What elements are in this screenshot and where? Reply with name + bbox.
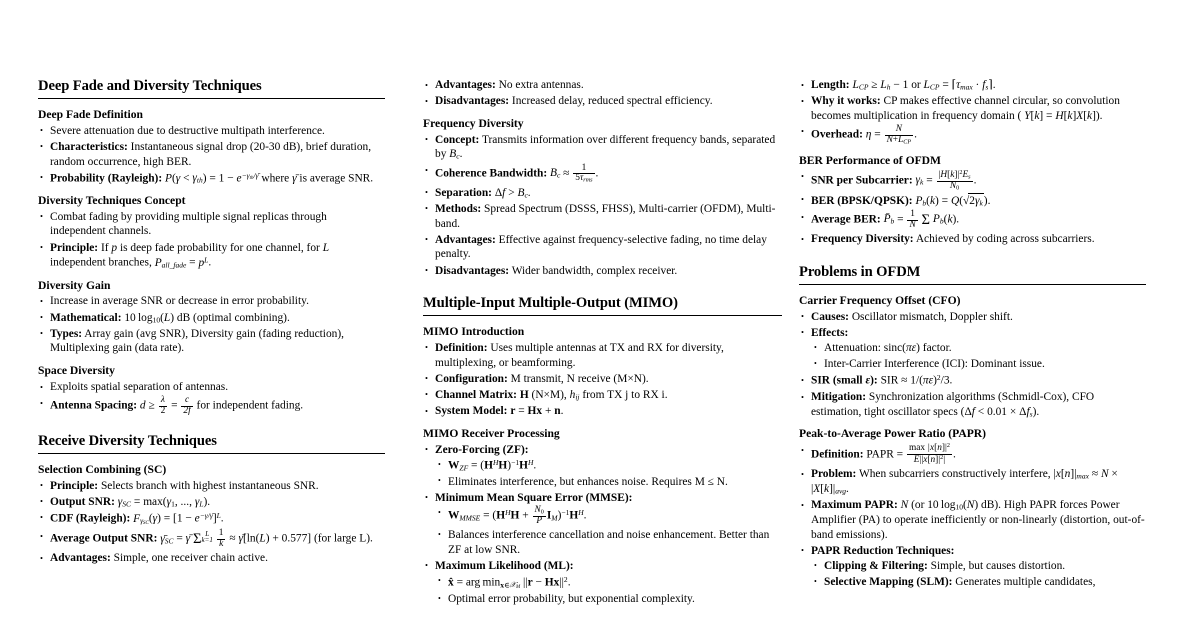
list-space-diversity xyxy=(38,380,385,417)
list-item: • Average Output SNR: $\gammā_{SC}$ = γ̄ Σ L k=1 $\frac{1}{k}$ ≈ γ̄[ln(L) + 0.577] (for large L). xyxy=(38,529,385,550)
list-selection-combining xyxy=(38,479,385,566)
sublist-zf xyxy=(435,458,782,489)
sublist-item: • x̂ = arg $\min_{x\in 𝒳_M} ||r - Hx||^2$. xyxy=(435,575,782,592)
list-cfo xyxy=(799,310,1146,420)
list-item: • Effects: • Attenuation: sinc(πε) factor. • Inter-Carrier Interference (ICI): Dominant issue. xyxy=(799,326,1146,372)
list-item: • Methods: Spread Spectrum (DSSS, FHSS), Multi-carrier (OFDM), Multi-band. xyxy=(423,202,782,231)
list-deep-fade-definition xyxy=(38,124,385,186)
list-mimo-receiver-processing xyxy=(423,443,782,607)
list-item: • Channel Matrix: H (N×M), $h_{ij}$ from TX j to RX i. xyxy=(423,388,782,403)
subheading-frequency-diversity: Frequency Diversity xyxy=(423,116,524,130)
subheading-diversity-techniques-concept: Diversity Techniques Concept xyxy=(38,193,186,207)
sublist-item: • Balances interference cancellation and noise enhancement. Better than ZF at low SNR. xyxy=(435,528,782,557)
list-frequency-diversity xyxy=(423,133,782,279)
list-item: • Why it works: CP makes effective channel circular, so convolution becomes multiplication in frequency domain ( Y[k] = H[k]X[k]). xyxy=(799,94,1146,123)
section-rule xyxy=(799,284,1146,285)
list-item: • Problem: When subcarriers constructively interfere, $|x[n]|_{max} \approx N \times |X[k]|_{avg}$. xyxy=(799,467,1146,496)
list-item: • Advantages: Effective against frequency-selective fading, no time delay penalty. xyxy=(423,233,782,262)
section-rule xyxy=(38,453,385,454)
list-item: • Mitigation: Synchronization algorithms (Schmidl-Cox), CFO estimation, tight oscillator specs $(\Delta f < 0.01 \times \Delta f_s)$. xyxy=(799,390,1146,419)
list-item: • Principle: Selects branch with highest instantaneous SNR. xyxy=(38,479,385,494)
list-item: • Maximum PAPR: N (or 10 $\log_{10}(N)$ dB). High PAPR forces Power Amplifier (PA) to operate inefficiently or non-linearly (distortion, out-of-band emissions). xyxy=(799,498,1146,542)
list-item: • Types: Array gain (avg SNR), Diversity gain (fading reduction), Multiplexing gain (data rate). xyxy=(38,327,385,356)
column-1 xyxy=(0,78,397,626)
subheading-carrier-frequency-offset: Carrier Frequency Offset (CFO) xyxy=(799,293,961,307)
list-item: • Disadvantages: Increased delay, reduced spectral efficiency. xyxy=(423,94,782,109)
list-item: • Characteristics: Instantaneous signal drop (20-30 dB), brief duration, random occurrence, high BER. xyxy=(38,140,385,169)
list-item: • Disadvantages: Wider bandwidth, complex receiver. xyxy=(423,264,782,279)
list-item: • Maximum Likelihood (ML): • x̂ = arg $\min_{x\in 𝒳_M} ||r - Hx||^2$. • Optimal error probability, but exponential complexity. xyxy=(423,559,782,607)
list-item: • Antenna Spacing: d ≥ $\frac{\lambda}{2}$ = $\frac{c}{2f}$ for independent fading. xyxy=(38,396,385,417)
sublist-item: • Selective Mapping (SLM): Generates multiple candidates, xyxy=(811,575,1146,590)
subheading-deep-fade-definition: Deep Fade Definition xyxy=(38,107,143,121)
list-item: • Frequency Diversity: Achieved by coding across subcarriers. xyxy=(799,232,1146,247)
list-item: • BER (BPSK/QPSK): $P_b(k) = Q(√2\gamma_k)$. xyxy=(799,193,1146,209)
sublist-ml xyxy=(435,575,782,607)
sublist-item: • $W_{MMSE} = (H^HH$ + $\frac{N_0}{P}$ $I_M)^{-1}H^H$. xyxy=(435,506,782,527)
list-item: • System Model: r = Hx + n. xyxy=(423,404,782,419)
list-item: • Principle: If p is deep fade probability for one channel, for L independent branches, $P_{all\_fade} = p^L$. xyxy=(38,241,385,271)
list-item: • Configuration: M transmit, N receive (M×N). xyxy=(423,372,782,387)
list-item: • Probability (Rayleigh): $P(\gamma < \gamma_{th}) = 1 - e^{-\gamma_{th}/\gammā}$ where γ̄ is average SNR. xyxy=(38,171,385,186)
subheading-papr: Peak-to-Average Power Ratio (PAPR) xyxy=(799,427,987,441)
list-item: • Definition: PAPR = $\frac{\max |x[n]|^2}{E||x[n]|^2|}$ . xyxy=(799,443,1146,466)
subheading-mimo-receiver-processing: MIMO Receiver Processing xyxy=(423,426,560,440)
list-diversity-gain xyxy=(38,294,385,356)
subheading-space-diversity: Space Diversity xyxy=(38,364,115,378)
list-item: • Increase in average SNR or decrease in error probability. xyxy=(38,294,385,309)
list-papr xyxy=(799,443,1146,589)
subheading-diversity-gain: Diversity Gain xyxy=(38,278,111,292)
list-item: • Definition: Uses multiple antennas at TX and RX for diversity, multiplexing, or beamforming. xyxy=(423,341,782,370)
list-item: • Zero-Forcing (ZF): • $W_{ZF} = (H^HH)^{-1}H^H$. • Eliminates interference, but enhances noise. Requires M ≤ N. xyxy=(423,443,782,490)
list-item: • Coherence Bandwidth: $B_c$ ≈ $\frac{1}{5\tau_{rms}}$ . xyxy=(423,164,782,185)
column-2 xyxy=(397,78,794,626)
list-item: • Advantages: No extra antennas. xyxy=(423,78,782,93)
subheading-mimo-introduction: MIMO Introduction xyxy=(423,325,525,339)
list-item: • Separation: $\Delta f > B_c$. xyxy=(423,186,782,201)
list-item: • Concept: Transmits information over different frequency bands, separated by $B_c$. xyxy=(423,133,782,162)
list-item: • Causes: Oscillator mismatch, Doppler shift. xyxy=(799,310,1146,325)
list-item: • SNR per Subcarrier: $\gamma_k$ = $\frac{|H[k]|^2E_s}{N_0}$ . xyxy=(799,170,1146,192)
sublist-item: • Optimal error probability, but exponential complexity. xyxy=(435,592,782,607)
sublist-mmse xyxy=(435,506,782,557)
list-item: • Output SNR: $\gamma_{SC} = \max(\gamma_1$, ..., $\gamma_L$). xyxy=(38,495,385,510)
list-mimo-introduction xyxy=(423,341,782,419)
sublist-cfo-effects xyxy=(811,341,1146,371)
subheading-ber-performance-ofdm: BER Performance of OFDM xyxy=(799,153,941,167)
list-item: • Severe attenuation due to destructive multipath interference. xyxy=(38,124,385,139)
list-time-diversity-continued xyxy=(423,78,782,109)
subheading-selection-combining: Selection Combining (SC) xyxy=(38,462,167,476)
sublist-papr-reduction xyxy=(811,559,1146,589)
list-item: • Exploits spatial separation of antennas. xyxy=(38,380,385,395)
sublist-item: • Eliminates interference, but enhances noise. Requires M ≤ N. xyxy=(435,475,782,490)
sublist-item: • $W_{ZF} = (H^HH)^{-1}H^H$. xyxy=(435,458,782,473)
list-item: • Mathematical: 10 $\log_{10}(L)$ dB (optimal combining). xyxy=(38,311,385,326)
list-item: • Length: $L_{CP} \ge L_h - 1$ or $L_{CP}$ = $⌈\tau_{max}$ · $f_s⌉$. xyxy=(799,78,1146,93)
list-item: • SIR (small ε): SIR ≈ $1/(\pi\varepsilon)^2/3$. xyxy=(799,373,1146,388)
section-title-deep-fade: Deep Fade and Diversity Techniques xyxy=(38,78,262,94)
section-title-receive-diversity: Receive Diversity Techniques xyxy=(38,432,217,449)
three-column-layout xyxy=(0,78,1191,626)
section-title-mimo: Multiple-Input Multiple-Output (MIMO) xyxy=(423,295,678,312)
section-title-problems-ofdm: Problems in OFDM xyxy=(799,263,921,280)
list-cyclic-prefix-continued xyxy=(799,78,1146,146)
list-item: • Average BER: $P̄_b$ = $\frac{1}{N}$ Σ $P_b(k)$. xyxy=(799,210,1146,231)
list-item: • Combat fading by providing multiple signal replicas through independent channels. xyxy=(38,210,385,239)
list-item: • Overhead: η = $\frac{N}{N+L_{CP}}$ . xyxy=(799,125,1146,146)
sublist-item: • Clipping & Filtering: Simple, but causes distortion. xyxy=(811,559,1146,574)
list-item: • PAPR Reduction Techniques: • Clipping & Filtering: Simple, but causes distortion. • Selective Mapping (SLM): Generates multiple candidates, xyxy=(799,544,1146,590)
section-rule xyxy=(38,98,385,99)
sublist-item: • Attenuation: sinc(πε) factor. xyxy=(811,341,1146,356)
list-diversity-techniques-concept xyxy=(38,210,385,271)
sublist-item: • Inter-Carrier Interference (ICI): Dominant issue. xyxy=(811,357,1146,372)
list-item: • Minimum Mean Square Error (MMSE): • $W_{MMSE} = (H^HH$ + $\frac{N_0}{P}$ $I_M)^{-1}H^H$. • Balances interference cancellation and noise enhancement. Better than ZF at low SNR. xyxy=(423,491,782,558)
column-3 xyxy=(794,78,1191,626)
list-item: • CDF (Rayleigh): $F_{\gamma_{SC}}(\gamma) = [1 - e^{-\gamma/\gammā}]^L$. xyxy=(38,511,385,528)
list-ber-performance xyxy=(799,170,1146,247)
section-rule xyxy=(423,315,782,316)
list-item: • Advantages: Simple, one receiver chain active. xyxy=(38,551,385,566)
